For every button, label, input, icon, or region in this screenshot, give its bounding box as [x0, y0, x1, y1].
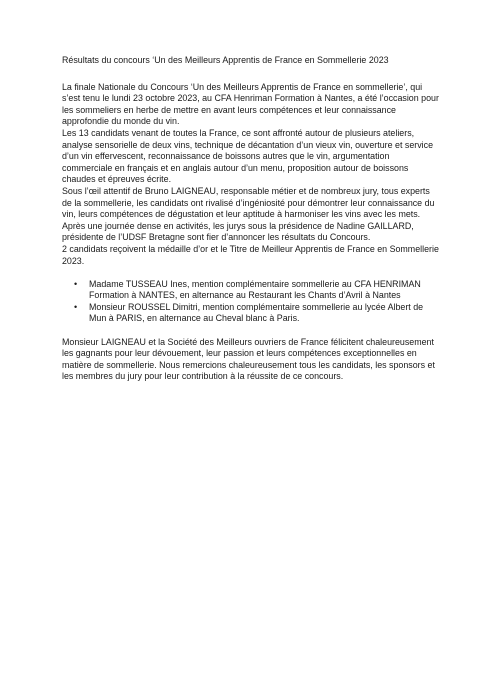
bullet-icon: •: [74, 278, 78, 289]
list-item: [62, 279, 442, 302]
document-title: Résultats du concours ‘Un des Meilleurs Apprentis de France en Sommellerie 2023: [62, 55, 389, 65]
winner-text: Monsieur ROUSSEL Dimitri, mention complémentaire sommellerie au lycée Albert de Mun à PARIS, en alternance au Cheval blanc à Paris.: [89, 301, 424, 324]
spacer: [62, 267, 442, 279]
results-paragraph: Après une journée dense en activités, les jurys sous la présidence de Nadine GAILLARD, présidente de l’UDSF Bretagne sont fier d’annoncer les résultats du Concours.: [62, 220, 414, 243]
closing-paragraph: Monsieur LAIGNEAU et la Société des Meilleurs ouvriers de France félicitent chaleureusement les gagnants pour leur dévouement, leur passion et leurs compétences exceptionnelles en matière de sommellerie. Nous remercions chaleureusement tous les candidats, les sponsors et les membres du jury pour leur contribution à la réussite de ce concours.: [62, 336, 435, 382]
medal-paragraph: 2 candidats reçoivent la médaille d’or et le Titre de Meilleur Apprentis de France en Sommellerie 2023.: [62, 243, 439, 266]
winners-list: [62, 279, 442, 325]
list-item: [62, 302, 442, 325]
winner-text: Madame TUSSEAU Ines, mention complémentaire sommellerie au CFA HENRIMAN Formation à NANTES, en alternance au Restaurant les Chants d’Avril à Nantes: [89, 278, 421, 301]
bullet-icon: •: [74, 301, 78, 312]
intro-paragraph: La finale Nationale du Concours ‘Un des Meilleurs Apprentis de France en sommellerie’, qui s’est tenu le lundi 23 octobre 2023, au CFA Henriman Formation à Nantes, a été l’occasion pour les sommeliers en herbe de mettre en avant leurs compétences et leur connaissance approfondie du monde du vin.: [62, 81, 439, 127]
document-body: [62, 55, 442, 383]
spacer: [62, 325, 442, 337]
jury-paragraph: Sous l’œil attentif de Bruno LAIGNEAU, responsable métier et de nombreux jury, tous experts de la sommellerie, les candidats ont rivalisé d’ingéniosité pour démontrer leur connaissance du vin, leurs compétences de dégustation et leur aptitude à harmoniser les vins avec les mets.: [62, 185, 435, 220]
candidates-paragraph: Les 13 candidats venant de toutes la France, ce sont affronté autour de plusieurs ateliers, analyse sensorielle de deux vins, technique de décantation d’un vieux vin, ouverture et service d’un vin effervescent, reconnaissance de boissons autres que le vin, argumentation commerciale en français et en anglais autour d’un menu, proposition autour de boissons chaudes et épreuves écrite.: [62, 127, 434, 185]
